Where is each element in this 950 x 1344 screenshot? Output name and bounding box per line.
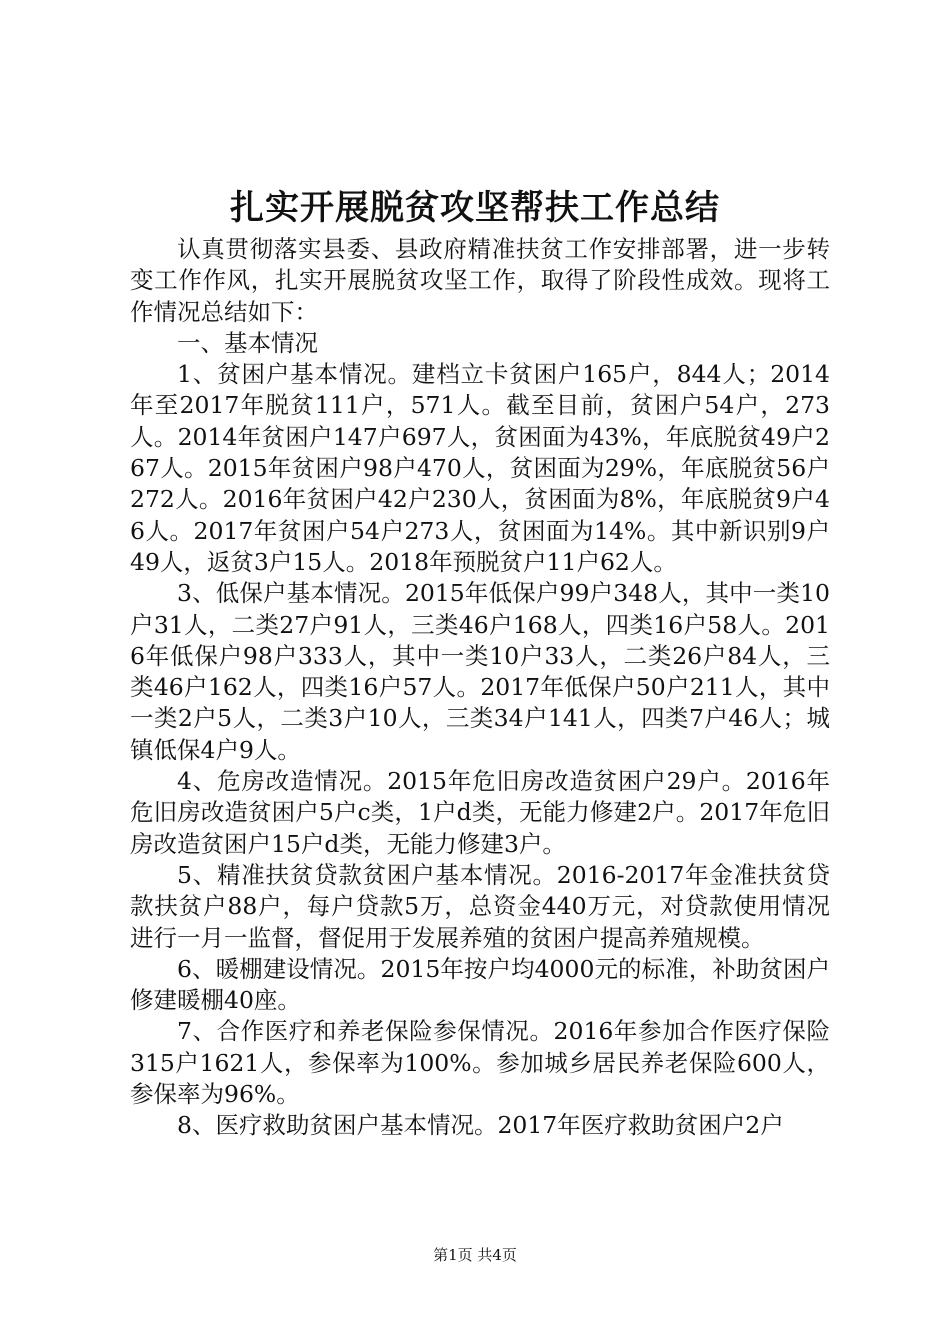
paragraph-greenhouse-construction: 6、暖棚建设情况。2015年按户均4000元的标准，补助贫困户修建暖棚40座。: [130, 954, 830, 1015]
paragraph-low-income-households: 3、低保户基本情况。2015年低保户99户348人，其中一类10户31人，二类27户91人，三类46户168人，四类16户58人。2016年低保户98户333人，其中一类10户33人，二类26户84人，三类46户162人，四类16户57人。2017年低保户50户211人，其中一类2户5人，二类3户10人，三类34户141人，四类7户46人；城镇低保4户9人。: [130, 579, 830, 764]
paragraph-medical-pension-insurance: 7、合作医疗和养老保险参保情况。2016年参加合作医疗保险315户1621人，参保率为100%。参加城乡居民养老保险600人，参保率为96%。: [130, 1017, 830, 1109]
document-title: 扎实开展脱贫攻坚帮扶工作总结: [230, 188, 720, 228]
section-heading-basic-situation: 一、基本情况: [177, 328, 318, 357]
document-body: [130, 234, 830, 1142]
paragraph-poor-households: 1、贫困户基本情况。建档立卡贫困户165户，844人；2014年至2017年脱贫111户，571人。截至目前，贫困户54户，273人。2014年贫困户147户697人，贫困面为43%，年底脱贫49户267人。2015年贫困户98户470人，贫困面为29%，年底脱贫56户272人。2016年贫困户42户230人，贫困面为8%，年底脱贫9户46人。2017年贫困户54户273人，贫困面为14%。其中新识别9户49人，返贫3户15人。2018年预脱贫户11户62人。: [130, 360, 830, 576]
paragraph-intro: 认真贯彻落实县委、县政府精准扶贫工作安排部署，进一步转变工作作风，扎实开展脱贫攻坚工作，取得了阶段性成效。现将工作情况总结如下：: [130, 235, 830, 326]
page-number-footer: 第1页 共4页: [433, 1246, 517, 1264]
paragraph-medical-assistance: 8、医疗救助贫困户基本情况。2017年医疗救助贫困户2户: [177, 1111, 784, 1140]
paragraph-dilapidated-housing: 4、危房改造情况。2015年危旧房改造贫困户29户。2016年危旧房改造贫困户5户c类，1户d类，无能力修建2户。2017年危旧房改造贫困户15户d类，无能力修建3户。: [130, 767, 830, 858]
paragraph-poverty-loans: 5、精准扶贫贷款贫困户基本情况。2016-2017年金准扶贫贷款扶贫户88户，每户贷款5万，总资金440万元，对贷款使用情况进行一月一监督，督促用于发展养殖的贫困户提高养殖规模。: [130, 860, 830, 952]
